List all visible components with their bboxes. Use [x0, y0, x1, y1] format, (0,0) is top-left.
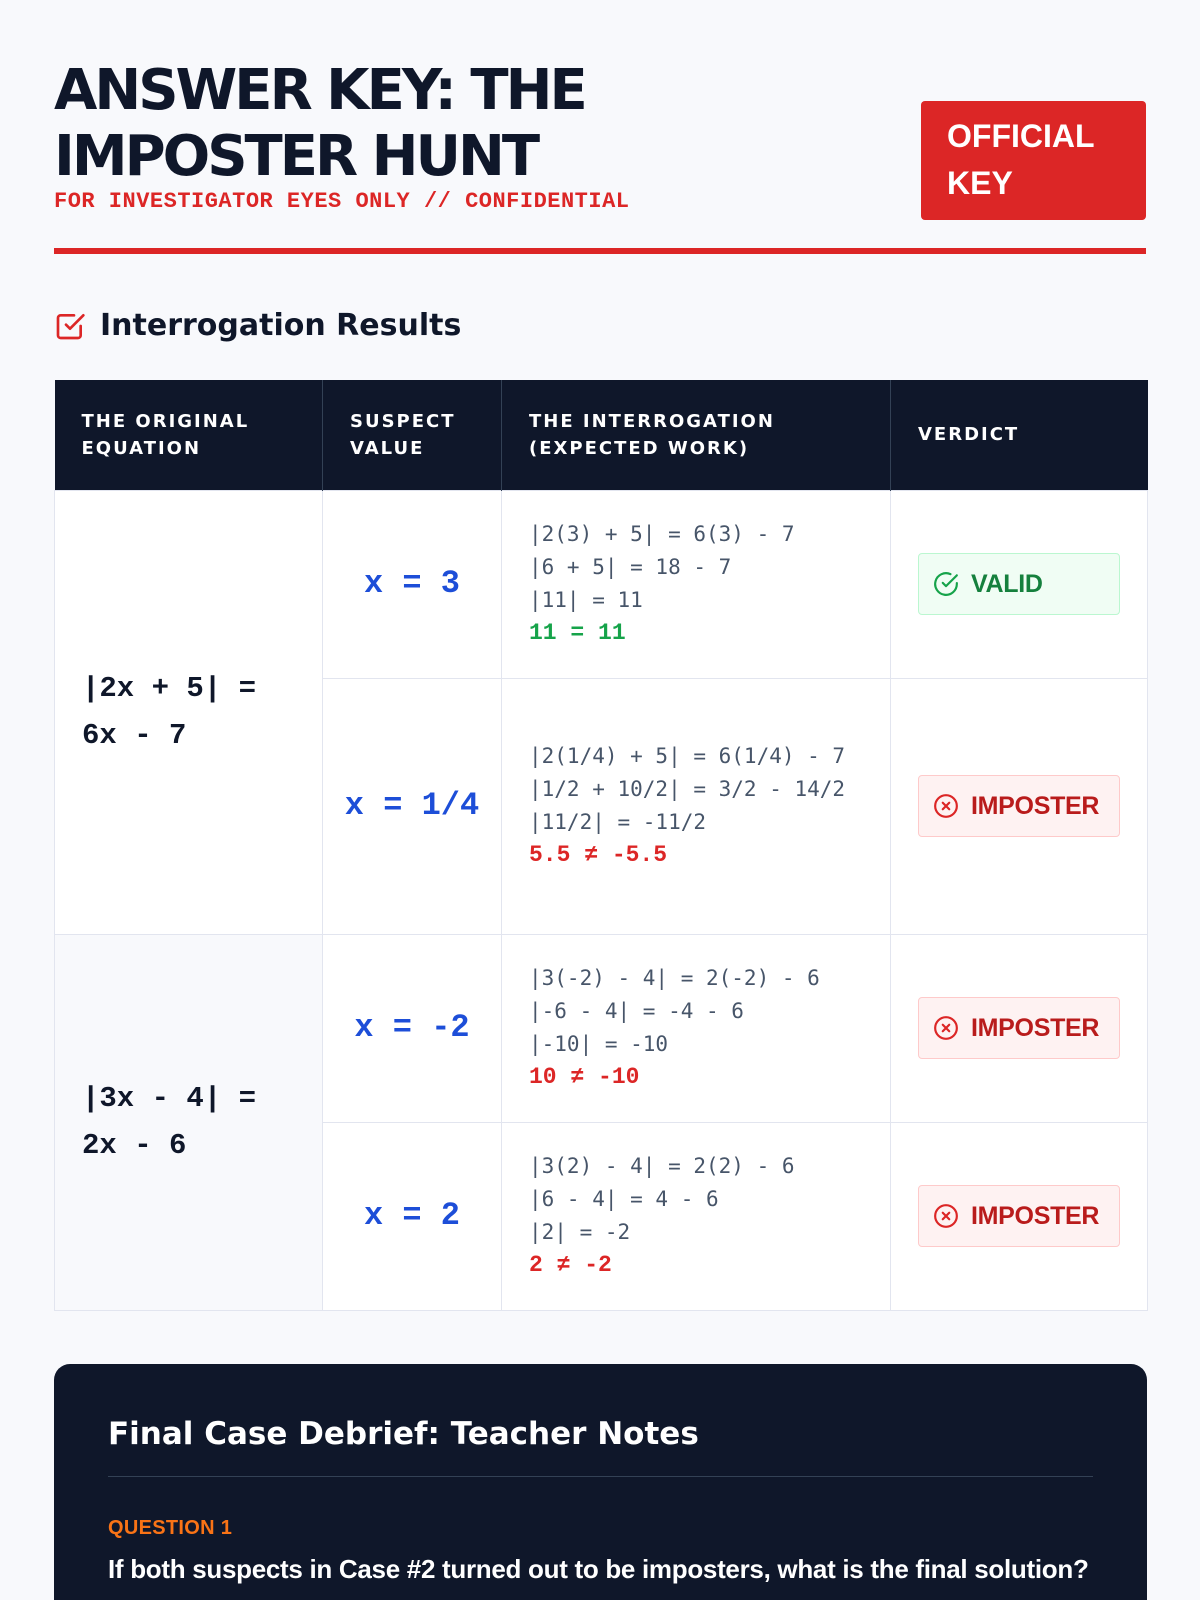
column-header-suspect-value: SUSPECT VALUE [323, 380, 502, 490]
column-header-equation: THE ORIGINAL EQUATION [55, 380, 323, 490]
work-step: |-6 - 4| = -4 - 6 [529, 999, 744, 1023]
work-step: |-10| = -10 [529, 1032, 669, 1056]
work-step: |6 + 5| = 18 - 7 [529, 555, 732, 579]
work-step: |11| = 11 [529, 588, 643, 612]
suspect-value: x = 3 [323, 490, 502, 678]
case-debrief-panel [54, 1364, 1147, 1600]
equation-cell: |3x - 4| = 2x - 6 [55, 934, 323, 1310]
suspect-value: x = -2 [323, 934, 502, 1122]
x-circle-icon [933, 793, 959, 819]
verdict-badge [918, 997, 1120, 1059]
verdict-cell [891, 1122, 1148, 1310]
table-header-row [55, 380, 1148, 490]
interrogation-work [502, 678, 891, 934]
verdict-badge [918, 775, 1120, 837]
interrogation-work [502, 1122, 891, 1310]
column-header-verdict: VERDICT [891, 380, 1148, 490]
interrogation-work [502, 934, 891, 1122]
verdict-label: IMPOSTER [971, 1201, 1100, 1230]
work-step: |1/2 + 10/2| = 3/2 - 14/2 [529, 777, 846, 801]
work-result: 2 ≠ -2 [529, 1252, 612, 1278]
check-circle-icon [933, 571, 959, 597]
verdict-label: IMPOSTER [971, 1013, 1100, 1042]
verdict-label: IMPOSTER [971, 791, 1100, 820]
work-result: 5.5 ≠ -5.5 [529, 842, 668, 868]
work-step: |2(3) + 5| = 6(3) - 7 [529, 522, 795, 546]
verdict-label: VALID [971, 569, 1043, 598]
section-heading [54, 308, 461, 343]
question-label: QUESTION 1 [108, 1517, 233, 1539]
verdict-cell [891, 490, 1148, 678]
suspect-value: x = 1/4 [323, 678, 502, 934]
table-row [55, 934, 1148, 1122]
suspect-value: x = 2 [323, 1122, 502, 1310]
question-text: If both suspects in Case #2 turned out to be imposters, what is the final solution? [108, 1554, 1089, 1584]
x-circle-icon [933, 1015, 959, 1041]
work-step: |11/2| = -11/2 [529, 810, 707, 834]
x-circle-icon [933, 1203, 959, 1229]
work-step: |6 - 4| = 4 - 6 [529, 1187, 719, 1211]
confidential-subtitle: FOR INVESTIGATOR EYES ONLY // CONFIDENTIAL [54, 189, 630, 214]
interrogation-work [502, 490, 891, 678]
page-header [54, 0, 1146, 254]
table-row [55, 490, 1148, 678]
work-step: |2(1/4) + 5| = 6(1/4) - 7 [529, 744, 846, 768]
work-step: |3(2) - 4| = 2(2) - 6 [529, 1154, 795, 1178]
verdict-cell [891, 678, 1148, 934]
work-result: 10 ≠ -10 [529, 1064, 640, 1090]
official-key-stamp: OFFICIAL KEY [921, 101, 1146, 220]
verdict-badge [918, 553, 1120, 615]
page-title: ANSWER KEY: THE IMPOSTER HUNT [54, 58, 585, 189]
column-header-interrogation: THE INTERROGATION (EXPECTED WORK) [502, 380, 891, 490]
verdict-cell [891, 934, 1148, 1122]
work-step: |3(-2) - 4| = 2(-2) - 6 [529, 966, 820, 990]
work-result: 11 = 11 [529, 620, 626, 646]
checkbox-icon [54, 310, 86, 342]
equation-cell: |2x + 5| = 6x - 7 [55, 490, 323, 934]
verdict-badge [918, 1185, 1120, 1247]
section-heading-label: Interrogation Results [100, 308, 462, 343]
work-step: |2| = -2 [529, 1220, 631, 1244]
interrogation-results-table [54, 380, 1148, 1311]
debrief-title: Final Case Debrief: Teacher Notes [108, 1416, 1093, 1477]
